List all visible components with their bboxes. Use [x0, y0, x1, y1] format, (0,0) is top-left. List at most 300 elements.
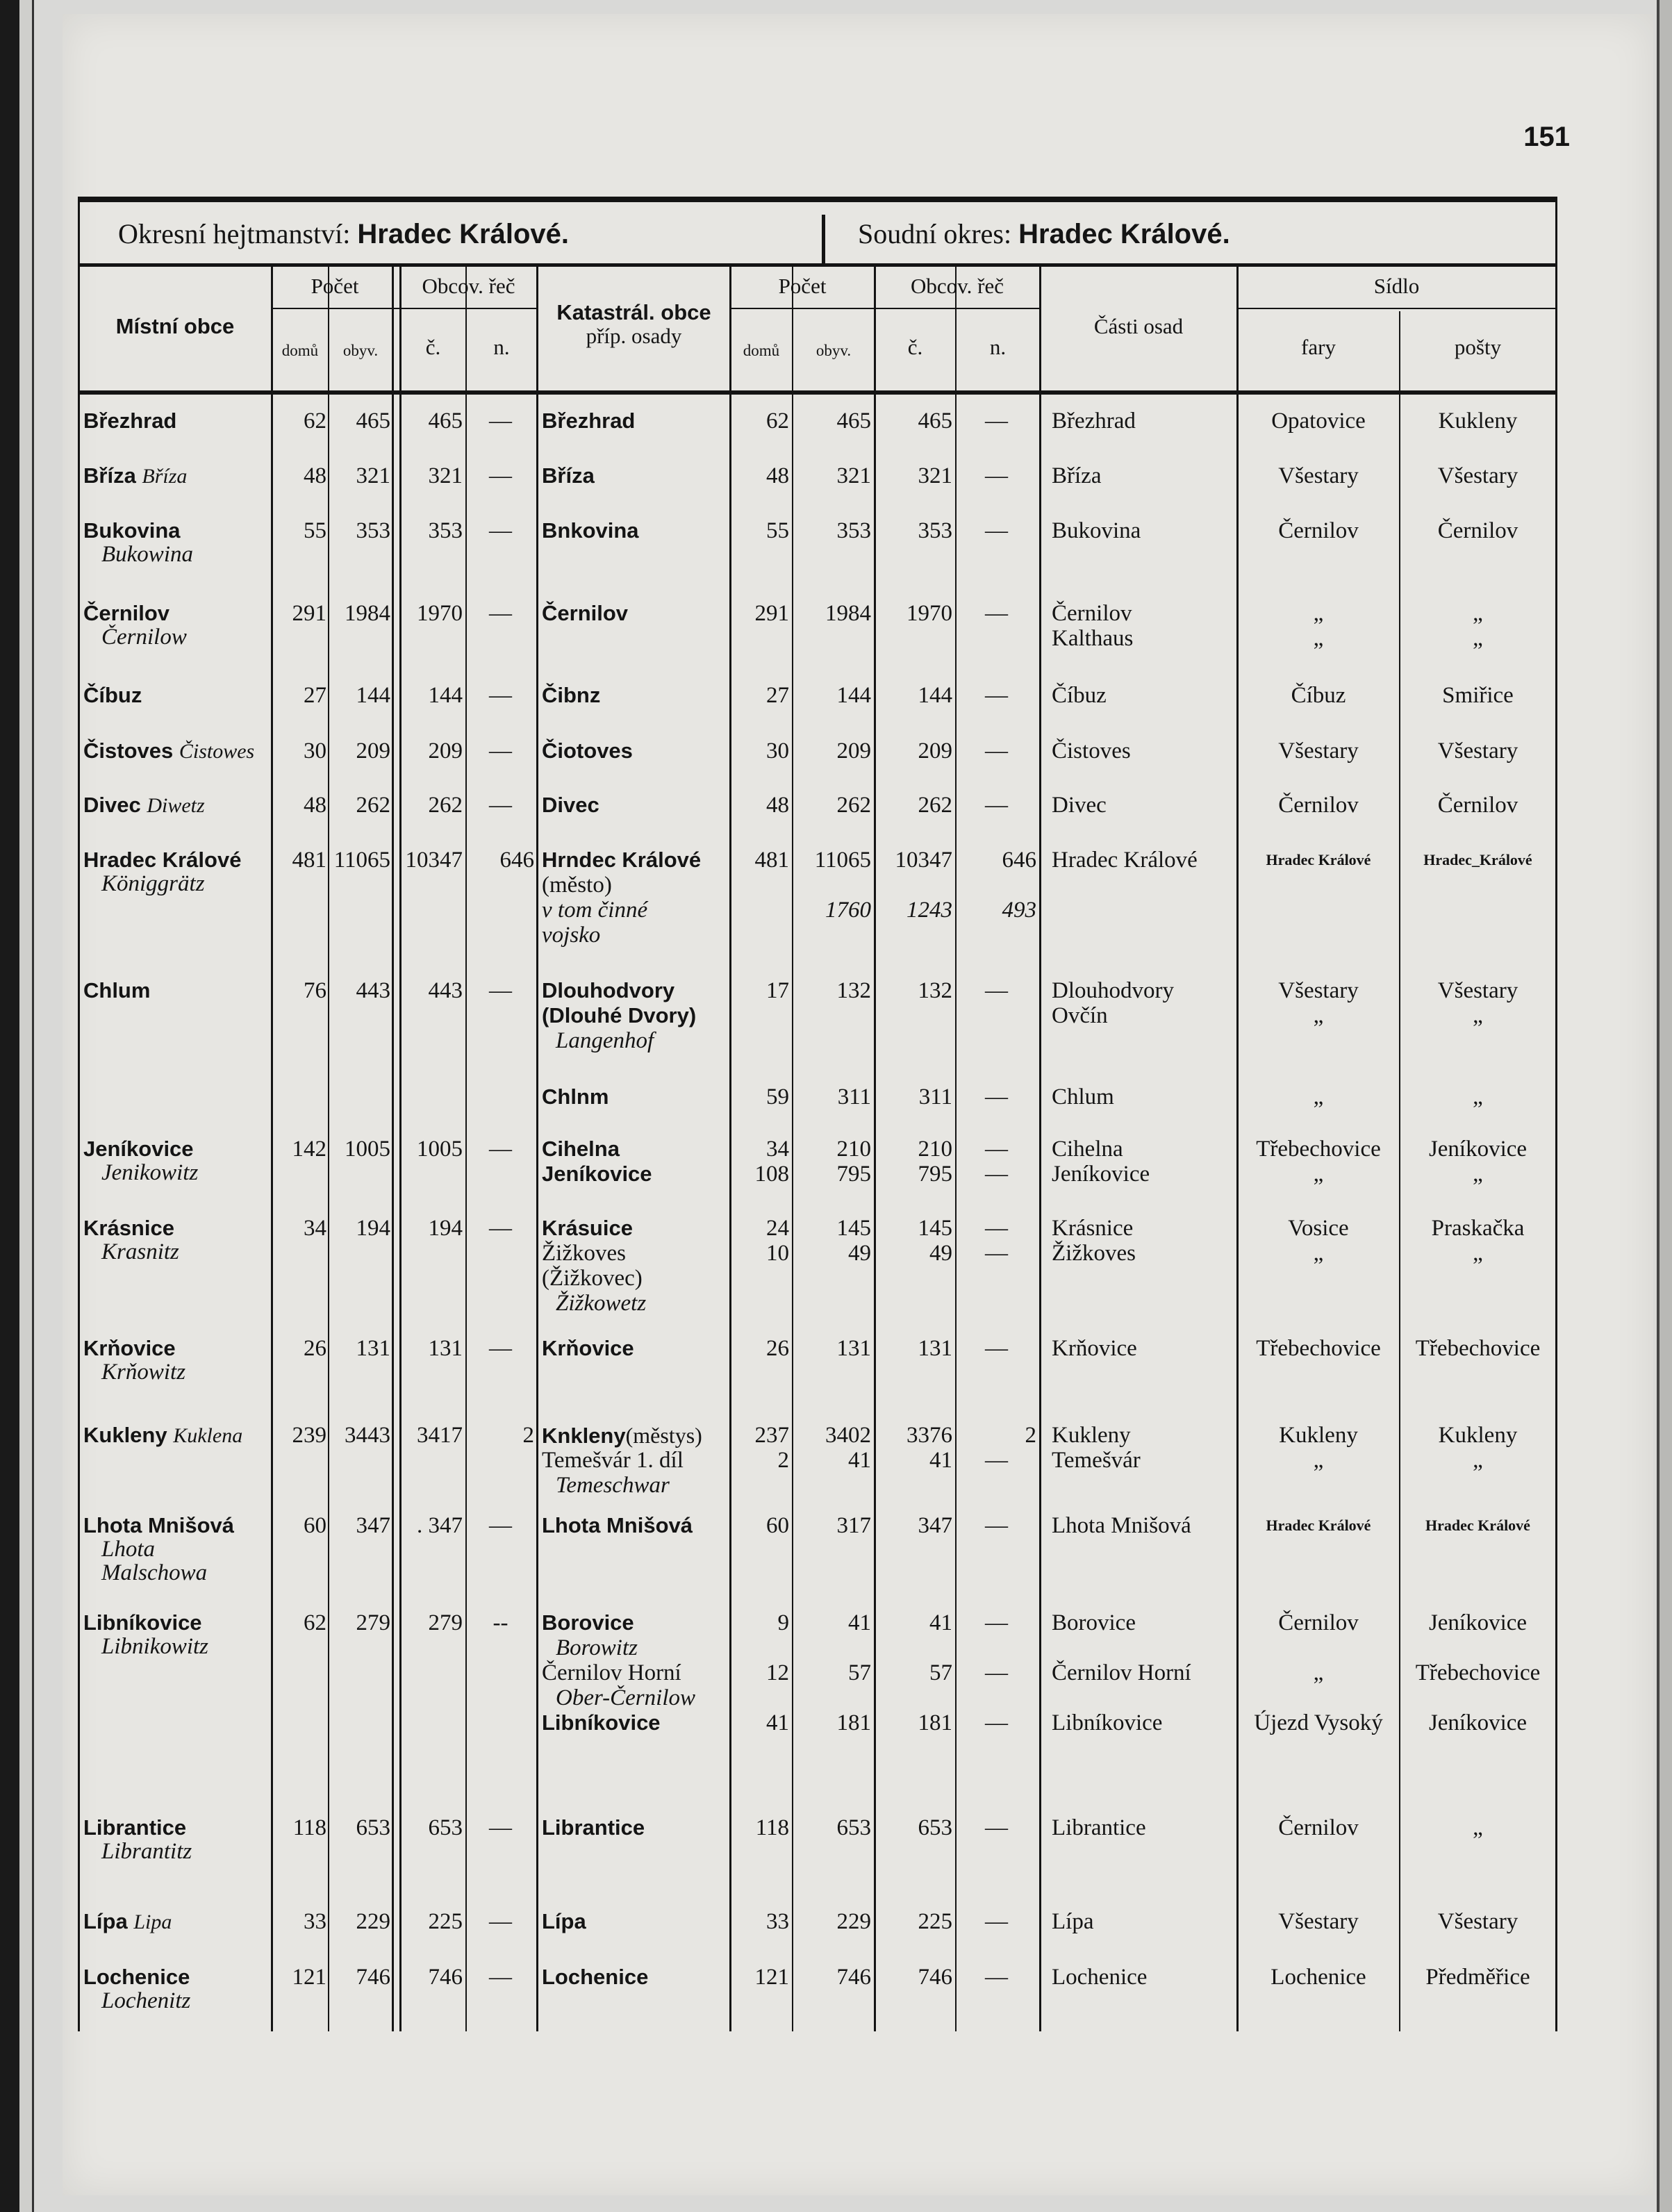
katastral-name: Divec [542, 793, 599, 817]
katastral-kdomu: 55 [766, 518, 789, 543]
sidlo-posty: „ [1473, 1448, 1483, 1473]
katastral-kn: — [985, 1610, 1008, 1635]
obyv-count: 653 [356, 1815, 390, 1840]
sidlo-fary: Černilov [1278, 1815, 1359, 1840]
katastral-kc: 262 [918, 793, 952, 818]
katastral-kn: 2 [1025, 1423, 1036, 1448]
katastral-name: Cihelna [542, 1137, 620, 1161]
katastral-kdomu: 60 [766, 1513, 789, 1538]
german-speakers: — [489, 1513, 512, 1538]
katastral-kc: 311 [918, 1084, 952, 1109]
katastral-name: Krásuice [542, 1216, 633, 1240]
subheader-rule [271, 308, 538, 309]
katastral-kc: 181 [918, 1710, 952, 1735]
katastral-kdomu: 48 [766, 793, 789, 818]
katastral-kc: 321 [918, 463, 952, 488]
sidlo-posty: Všestary [1437, 463, 1518, 488]
katastral-kdomu: 121 [754, 1965, 789, 1990]
domu-count: 118 [292, 1815, 326, 1840]
col-c-2: č. [907, 335, 923, 359]
katastral-kdomu: 481 [754, 848, 789, 873]
sidlo-posty: Kukleny [1438, 408, 1518, 434]
cast-osady: Temešvár [1052, 1448, 1141, 1473]
katastral-kobyv: 41 [848, 1610, 871, 1635]
obyv-count: 1984 [345, 601, 390, 626]
obec-name-de: Libnikowitz [101, 1634, 209, 1659]
katastral-kn: — [985, 1710, 1008, 1735]
cast-osady: Borovice [1052, 1610, 1136, 1635]
german-speakers: — [489, 601, 512, 626]
cast-osady: Dlouhodvory [1052, 978, 1174, 1003]
soud-value: Hradec Králové. [1018, 219, 1230, 249]
katastral-kobyv: 49 [848, 1241, 871, 1266]
katastral-name: Hrndec Králové [542, 848, 702, 872]
czech-speakers: 209 [428, 738, 463, 764]
cast-osady: Jeníkovice [1052, 1162, 1150, 1187]
katastral-name: Krňovice [542, 1336, 634, 1360]
obec-name-de: Bříza [142, 465, 188, 488]
sidlo-posty: Předměřice [1425, 1965, 1530, 1990]
obec-name: Chlum [83, 978, 151, 1002]
katastral-name: Dlouhodvory [542, 978, 675, 1002]
obec-name: Librantice [83, 1815, 187, 1840]
katastral-kn: — [985, 1162, 1008, 1187]
katastral-kobyv: 653 [836, 1815, 871, 1840]
katastral-kn: — [985, 518, 1008, 543]
subheader-rule [1236, 308, 1557, 309]
czech-speakers: 262 [428, 793, 463, 818]
katastral-kobyv: 132 [836, 978, 871, 1003]
obyv-count: 262 [356, 793, 390, 818]
katastral-kobyv: 1984 [825, 601, 871, 626]
german-speakers: — [489, 463, 512, 488]
katastral-kdomu: 48 [766, 463, 789, 488]
katastral-name: Žižkoves [542, 1241, 626, 1266]
katastral-name: (město) [542, 873, 612, 898]
domu-count: 291 [292, 601, 326, 626]
german-speakers: — [489, 518, 512, 543]
sidlo-posty: Černilov [1437, 518, 1518, 543]
katastral-name: Žižkowetz [556, 1291, 647, 1316]
domu-count: 121 [292, 1965, 326, 1990]
katastral-kdomu: 2 [777, 1448, 789, 1473]
sidlo-fary: Všestary [1278, 978, 1359, 1003]
domu-count: 48 [304, 463, 326, 488]
katastral-kobyv: 321 [836, 463, 871, 488]
german-speakers: -- [493, 1610, 508, 1635]
katastral-kc: 132 [918, 978, 952, 1003]
obyv-count: 229 [356, 1909, 390, 1934]
katastral-kobyv: 11065 [814, 848, 871, 873]
katastral-kdomu: 62 [766, 408, 789, 434]
col-line [271, 263, 273, 2031]
domu-count: 55 [304, 518, 326, 543]
okres-value: Hradec Králové. [357, 219, 569, 249]
subheader-rule [729, 308, 1039, 309]
czech-speakers: 144 [428, 683, 463, 708]
obec-name-de: Krňowitz [101, 1360, 186, 1385]
cast-osady: Kalthaus [1052, 626, 1134, 651]
katastral-kc: 210 [918, 1137, 952, 1162]
katastral-kdomu: 108 [754, 1162, 789, 1187]
domu-count: 142 [292, 1137, 326, 1162]
domu-count: 34 [304, 1216, 326, 1241]
table-sheet [78, 197, 1557, 2031]
katastral-kn: — [985, 738, 1008, 764]
obec-name [83, 793, 270, 818]
sidlo-fary: Třebechovice [1256, 1336, 1381, 1361]
katastral-name: Libníkovice [542, 1710, 661, 1735]
katastral-name: Bříza [542, 463, 595, 488]
col-n: n. [493, 335, 510, 359]
katastral-kc: 1970 [907, 601, 952, 626]
katastral-kobyv: 746 [836, 1965, 871, 1990]
katastral-kobyv: 144 [836, 683, 871, 708]
sidlo-posty: „ [1473, 626, 1483, 651]
katastral-kc: 10347 [895, 848, 952, 873]
czech-speakers: 1970 [417, 601, 463, 626]
sidlo-posty: Všestary [1437, 1909, 1518, 1934]
katastral-name: Černilov Horní [542, 1660, 681, 1685]
katastral-kc: 49 [929, 1241, 952, 1266]
german-speakers: 646 [499, 848, 534, 873]
german-speakers: — [489, 978, 512, 1003]
katastral-kdomu: 10 [766, 1241, 789, 1266]
domu-count: 30 [304, 738, 326, 764]
czech-speakers: 465 [428, 408, 463, 434]
cast-osady: Divec [1052, 793, 1107, 818]
katastral-kobyv: 465 [836, 408, 871, 434]
sidlo-posty: Všestary [1437, 978, 1518, 1003]
obyv-count: 3443 [345, 1423, 390, 1448]
cast-osady: Lhota Mnišová [1052, 1513, 1191, 1538]
sidlo-fary: Všestary [1278, 738, 1359, 764]
sidlo-posty: Hradec_Králové [1423, 851, 1532, 868]
cast-osady: Žižkoves [1052, 1241, 1136, 1266]
obec-name-de: Čistowes [179, 740, 255, 763]
obec-name-de: Diwetz [147, 794, 205, 817]
katastral-kc: 145 [918, 1216, 952, 1241]
district-header [78, 202, 1557, 263]
col-pocet: Počet [311, 274, 359, 298]
katastral-name: Langenhof [556, 1028, 654, 1053]
katastral-kn: — [985, 793, 1008, 818]
katastral-kdomu: 17 [766, 978, 789, 1003]
katastral-kn: — [985, 1336, 1008, 1361]
sidlo-fary: Černilov [1278, 1610, 1359, 1635]
col-katastral: Katastrál. obce [556, 300, 711, 324]
obec-name-cz: Čistoves [83, 738, 179, 763]
col-sidlo: Sídlo [1373, 274, 1420, 298]
german-speakers: — [489, 1216, 512, 1241]
katastral-kn: — [985, 1815, 1008, 1840]
obec-name: Březhrad [83, 408, 177, 433]
katastral-kdomu: 12 [766, 1660, 789, 1685]
czech-speakers: 131 [428, 1336, 463, 1361]
katastral-kc: 3376 [907, 1423, 952, 1448]
katastral-kn: — [985, 683, 1008, 708]
czech-speakers: 194 [428, 1216, 463, 1241]
cast-osady: Chlum [1052, 1084, 1114, 1109]
obec-name-cz: Lípa [83, 1909, 134, 1933]
czech-speakers: 353 [428, 518, 463, 543]
sidlo-fary: Číbuz [1291, 683, 1346, 708]
sidlo-posty: „ [1473, 1084, 1483, 1109]
col-mistni-obce: Místní obce [115, 314, 235, 338]
sidlo-fary: Hradec Králové [1266, 851, 1371, 868]
obec-name: Lhota Mnišová [83, 1513, 235, 1537]
obec-name-de: Lipa [133, 1910, 172, 1933]
obec-name [83, 463, 270, 489]
katastral-kn: — [985, 1513, 1008, 1538]
katastral-name: Březhrad [542, 408, 636, 433]
col-obcov-rec-2: Obcov. řeč [911, 274, 1004, 298]
obec-name [83, 1909, 270, 1935]
katastral-kdomu: 291 [754, 601, 789, 626]
german-speakers: — [489, 1336, 512, 1361]
domu-count: 60 [304, 1513, 326, 1538]
sidlo-fary: Třebechovice [1256, 1137, 1381, 1162]
obec-name-de: Librantitz [101, 1839, 192, 1864]
katastral-name: Lhota Mnišová [542, 1513, 693, 1537]
katastral-kobyv: 3402 [825, 1423, 871, 1448]
col-line [392, 263, 394, 2031]
katastral-kdomu: 41 [766, 1710, 789, 1735]
katastral-kc: 1243 [907, 898, 952, 923]
katastral-kn: — [985, 1241, 1008, 1266]
katastral-kn: — [985, 1137, 1008, 1162]
katastral-kc: 225 [918, 1909, 952, 1934]
scan-binding-edge [19, 0, 34, 2212]
sidlo-fary: Lochenice [1270, 1965, 1366, 1990]
katastral-kdomu: 237 [754, 1423, 789, 1448]
katastral-kn: — [985, 601, 1008, 626]
obyv-count: 144 [356, 683, 390, 708]
obec-name-de: Černilow [101, 625, 187, 650]
katastral-kdomu: 26 [766, 1336, 789, 1361]
sidlo-posty: Jeníkovice [1428, 1610, 1528, 1635]
sidlo-fary: Kukleny [1279, 1423, 1358, 1448]
domu-count: 76 [304, 978, 326, 1003]
german-speakers: 2 [522, 1423, 534, 1448]
german-speakers: — [489, 1909, 512, 1934]
col-obcov-rec: Obcov. řeč [422, 274, 515, 298]
german-speakers: — [489, 408, 512, 434]
czech-speakers: 321 [428, 463, 463, 488]
col-line [536, 263, 538, 2031]
obyv-count: 279 [356, 1610, 390, 1635]
katastral-name: Borovice [542, 1610, 634, 1635]
domu-count: 27 [304, 683, 326, 708]
katastral-name: Librantice [542, 1815, 645, 1840]
obec-name-de: Bukowina [101, 542, 193, 567]
domu-count: 62 [304, 408, 326, 434]
katastral-suffix: (městys) [625, 1423, 702, 1448]
katastral-kc: 353 [918, 518, 952, 543]
col-posty: pošty [1454, 335, 1502, 359]
sidlo-fary: Všestary [1278, 1909, 1359, 1934]
sidlo-posty: „ [1473, 601, 1483, 626]
obyv-count: 746 [356, 1965, 390, 1990]
czech-speakers: 1005 [417, 1137, 463, 1162]
katastral-kobyv: 353 [836, 518, 871, 543]
cast-osady: Lípa [1052, 1909, 1094, 1934]
katastral-name: Temeschwar [556, 1473, 670, 1498]
sidlo-fary: „ [1313, 626, 1324, 651]
obyv-count: 321 [356, 463, 390, 488]
katastral-kdomu: 118 [755, 1815, 789, 1840]
sidlo-fary: Újezd Vysoký [1254, 1710, 1383, 1735]
sidlo-posty: Kukleny [1438, 1423, 1518, 1448]
okres-heading [118, 217, 569, 250]
katastral-kc: 41 [929, 1610, 952, 1635]
page-number: 151 [1523, 122, 1570, 152]
domu-count: 481 [292, 848, 326, 873]
sidlo-posty: Černilov [1437, 793, 1518, 818]
obec-name-de: Lochenitz [101, 1988, 191, 2013]
katastral-kn: — [985, 1084, 1008, 1109]
obec-name: Černilov [83, 601, 170, 625]
katastral-kdomu: 27 [766, 683, 789, 708]
soud-label: Soudní okres: [858, 218, 1012, 249]
obec-name-cz: Kukleny [83, 1423, 174, 1447]
cast-osady: Březhrad [1052, 408, 1136, 434]
katastral-kdomu: 59 [766, 1084, 789, 1109]
col-line [1039, 263, 1041, 2031]
czech-speakers: 746 [428, 1965, 463, 1990]
sidlo-fary: „ [1313, 1003, 1324, 1028]
sidlo-fary: „ [1313, 601, 1324, 626]
sidlo-posty: „ [1473, 1162, 1483, 1187]
sidlo-posty: Praskačka [1431, 1216, 1525, 1241]
katastral-kobyv: 262 [836, 793, 871, 818]
katastral-kn: — [985, 1216, 1008, 1241]
czech-speakers: 653 [428, 1815, 463, 1840]
sidlo-posty: Jeníkovice [1428, 1710, 1528, 1735]
katastral-kn: — [985, 978, 1008, 1003]
cast-osady: Ovčín [1052, 1003, 1108, 1028]
obyv-count: 209 [356, 738, 390, 764]
katastral-kdomu: 9 [777, 1610, 789, 1635]
domu-count: 239 [292, 1423, 326, 1448]
sidlo-fary: Vosice [1288, 1216, 1349, 1241]
katastral-name: Lochenice [542, 1965, 649, 1989]
katastral-kobyv: 181 [836, 1710, 871, 1735]
obyv-count: 11065 [333, 848, 390, 873]
domu-count: 48 [304, 793, 326, 818]
german-speakers: — [489, 738, 512, 764]
sidlo-posty: Jeníkovice [1428, 1137, 1528, 1162]
katastral-kn: — [985, 408, 1008, 434]
cast-osady: Krásnice [1052, 1216, 1134, 1241]
sidlo-posty: „ [1473, 1241, 1483, 1266]
katastral-kdomu: 30 [766, 738, 789, 764]
domu-count: 26 [304, 1336, 326, 1361]
col-domu-2: domů [743, 342, 780, 359]
obec-name-de: Krasnitz [101, 1239, 179, 1264]
scan-left-edge [0, 0, 19, 2212]
obyv-count: 1005 [345, 1137, 390, 1162]
col-c: č. [425, 335, 441, 359]
header-bottom-rule [78, 390, 1557, 395]
obec-name-de: Jenikowitz [101, 1160, 199, 1185]
sidlo-posty: Všestary [1437, 738, 1518, 764]
katastral-kn: — [985, 1448, 1008, 1473]
col-casti-osad: Části osad [1093, 314, 1184, 338]
katastral-kn: — [985, 1660, 1008, 1685]
katastral-kc: 795 [918, 1162, 952, 1187]
katastral-kobyv: 209 [836, 738, 871, 764]
cast-osady: Čistoves [1052, 738, 1131, 764]
sidlo-fary: Hradec Králové [1266, 1517, 1371, 1534]
cast-osady: Krňovice [1052, 1336, 1137, 1361]
katastral-name: Čibnz [542, 683, 601, 707]
katastral-name: Borowitz [556, 1635, 638, 1660]
german-speakers: — [489, 1965, 512, 1990]
czech-speakers: 443 [428, 978, 463, 1003]
cast-osady: Lochenice [1052, 1965, 1148, 1990]
katastral-kn: — [985, 1909, 1008, 1934]
katastral-kobyv: 145 [836, 1216, 871, 1241]
domu-count: 62 [304, 1610, 326, 1635]
frame-left [78, 263, 80, 2031]
sidlo-fary: „ [1313, 1084, 1324, 1109]
obyv-count: 131 [356, 1336, 390, 1361]
header-top-rule [78, 263, 1557, 267]
katastral-kn: — [985, 463, 1008, 488]
katastral-kobyv: 210 [836, 1137, 871, 1162]
katastral-kc: 746 [918, 1965, 952, 1990]
katastral-kn: 493 [1002, 898, 1036, 923]
katastral-name: Ober-Černilow [556, 1685, 695, 1710]
cast-osady: Librantice [1052, 1815, 1146, 1840]
katastral-name: Chlnm [542, 1084, 609, 1109]
frame-right [1555, 263, 1557, 2031]
katastral-name: (Žižkovec) [542, 1266, 643, 1291]
katastral-name: Temešvár 1. díl [542, 1448, 684, 1473]
obec-name: Krásnice [83, 1216, 174, 1240]
sidlo-posty: Smiřice [1442, 683, 1514, 708]
obec-name-cz: Divec [83, 793, 147, 817]
header-divider [822, 215, 825, 265]
cast-osady: Černilov [1052, 601, 1132, 626]
czech-speakers: . 347 [417, 1513, 463, 1538]
german-speakers: — [489, 683, 512, 708]
domu-count: 33 [304, 1909, 326, 1934]
col-fary: fary [1301, 335, 1336, 359]
czech-speakers: 10347 [405, 848, 463, 873]
col-pocet-2: Počet [778, 274, 827, 298]
sidlo-fary: Opatovice [1271, 408, 1366, 434]
obec-name [83, 1423, 270, 1448]
cast-osady: Kukleny [1052, 1423, 1131, 1448]
sidlo-posty: „ [1473, 1003, 1483, 1028]
obyv-count: 443 [356, 978, 390, 1003]
obec-name: Libníkovice [83, 1610, 202, 1635]
katastral-kobyv: 311 [837, 1084, 871, 1109]
col-obyv: obyv. [342, 342, 379, 359]
katastral-name: vojsko [542, 923, 601, 948]
col-n-2: n. [989, 335, 1007, 359]
katastral-kc: 347 [918, 1513, 952, 1538]
okres-label: Okresní hejtmanství: [118, 218, 351, 249]
cast-osady: Černilov Horní [1052, 1660, 1191, 1685]
german-speakers: — [489, 793, 512, 818]
katastral-kobyv: 1760 [825, 898, 871, 923]
sidlo-fary: Všestary [1278, 463, 1359, 488]
katastral-name: Černilov [542, 601, 629, 625]
sidlo-posty: „ [1473, 1815, 1483, 1840]
